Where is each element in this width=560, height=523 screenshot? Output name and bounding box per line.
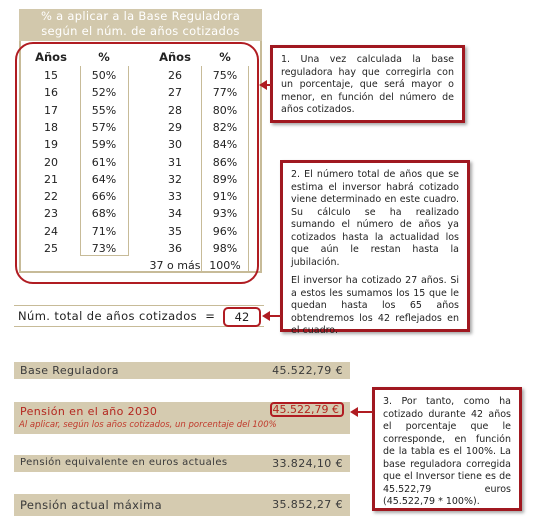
right-table-row-pct-cell: 98% bbox=[212, 242, 238, 255]
table-highlight-frame bbox=[15, 42, 259, 284]
right-table-row-years-cell: 27 bbox=[168, 86, 182, 100]
table-header bbox=[19, 9, 262, 41]
pension-maxima-label: Pensión actual máxima bbox=[20, 498, 163, 512]
left-table-row-years-cell: 16 bbox=[44, 86, 58, 100]
left-table-row-pct-cell: 73% bbox=[91, 242, 117, 255]
note-1-text: 1. Una vez calculada la base reguladora hay que corregirla con un porcentaje, que será mayor o menor, en función del número de años cotizados. bbox=[281, 54, 454, 115]
base-reguladora-bar bbox=[14, 362, 350, 379]
right-table-row-years-cell: 30 bbox=[168, 138, 182, 152]
note-2-text-b: El inversor ha cotizado 27 años. Si a estos les sumamos los 15 que le quedan hasta los 65 años obtendremos los 42 reflejados en el cuadro. bbox=[291, 275, 459, 336]
right-table-row-pct-cell: 86% bbox=[212, 155, 238, 169]
col-years-header-1: Años bbox=[35, 50, 67, 64]
right-table-row-pct-cell: 82% bbox=[212, 120, 238, 134]
base-reguladora-label: Base Reguladora bbox=[20, 364, 119, 377]
left-table-row-pct-cell: 64% bbox=[91, 172, 117, 186]
table-header-line2: según el núm. de años cotizados bbox=[41, 24, 240, 38]
pension-equivalente-label: Pensión equivalente en euros actuales bbox=[20, 457, 228, 468]
right-table-row-pct-cell: 96% bbox=[212, 224, 238, 238]
left-table-row-years-cell: 20 bbox=[44, 155, 58, 169]
right-table-row-years-cell: 35 bbox=[168, 224, 182, 238]
right-table-row-years-cell: 34 bbox=[168, 207, 182, 221]
right-table-row-years-cell: 26 bbox=[168, 69, 182, 82]
total-top-line bbox=[14, 305, 264, 306]
left-table-row-pct-cell: 55% bbox=[91, 103, 117, 117]
total-value: 42 bbox=[223, 307, 261, 327]
right-table-row-years-cell: 33 bbox=[168, 190, 182, 204]
note-2 bbox=[280, 160, 470, 336]
total-label: Núm. total de años cotizados = bbox=[18, 309, 216, 323]
note-1-arrow bbox=[265, 84, 271, 86]
pension-maxima-bar bbox=[14, 494, 350, 516]
note-2-arrow bbox=[268, 315, 281, 317]
right-table-row-years-cell: 28 bbox=[168, 103, 182, 117]
table-right-border bbox=[260, 41, 262, 272]
pension-2030-bar bbox=[14, 402, 350, 434]
col-pct-header-1: % bbox=[98, 50, 110, 64]
left-table-row-years-cell: 23 bbox=[44, 207, 58, 221]
right-table-row-years-cell: 36 bbox=[168, 242, 182, 255]
note-1 bbox=[270, 45, 465, 123]
right-table-row-pct-cell: 77% bbox=[212, 86, 238, 100]
left-table-row-years-cell: 22 bbox=[44, 190, 58, 204]
left-table-row-years-cell: 24 bbox=[44, 224, 58, 238]
right-table-row-pct-cell: 91% bbox=[212, 190, 238, 204]
left-table-row-years-cell: 21 bbox=[44, 172, 58, 186]
left-table-row-pct-cell: 68% bbox=[91, 207, 117, 221]
right-table-row-pct-cell: 84% bbox=[212, 138, 238, 152]
pension-2030-value: 45.522,79 € bbox=[270, 402, 344, 417]
right-table-row-pct-cell: 89% bbox=[212, 172, 238, 186]
left-table-row-pct-cell: 59% bbox=[91, 138, 117, 152]
left-table-row-pct-cell: 61% bbox=[91, 155, 117, 169]
right-table-row-pct-cell: 100% bbox=[209, 259, 241, 273]
left-table-row-years-cell: 19 bbox=[44, 138, 58, 152]
left-table-row-years-cell: 18 bbox=[44, 120, 58, 134]
pension-2030-note: Al aplicar, según los años cotizados, un porcentaje del 100% bbox=[19, 420, 277, 430]
note-3 bbox=[372, 387, 522, 511]
right-table-row-years-cell: 31 bbox=[168, 155, 182, 169]
note-3-text: 3. Por tanto, como ha cotizado durante 42 años el porcentaje que le corresponde, en función de la tabla es el 100%. La base reguladora corregida que el Inversor tiene es de 45.522,79 euros (45.522,79 * 100%). bbox=[383, 396, 511, 507]
col-pct-header-2: % bbox=[219, 50, 231, 64]
note-3-arrow bbox=[356, 411, 373, 413]
right-table-row-pct-cell: 93% bbox=[212, 207, 238, 221]
table-header-line1: % a aplicar a la Base Reguladora bbox=[40, 9, 241, 23]
pension-equivalente-value: 33.824,10 € bbox=[272, 457, 343, 470]
left-table-row-years-cell: 25 bbox=[44, 242, 58, 255]
right-table-row-pct-cell: 80% bbox=[212, 103, 238, 117]
base-reguladora-value: 45.522,79 € bbox=[272, 364, 343, 377]
left-table-row-pct-cell: 66% bbox=[91, 190, 117, 204]
pension-2030-label: Pensión en el año 2030 bbox=[20, 405, 158, 418]
pension-maxima-value: 35.852,27 € bbox=[272, 498, 343, 511]
note-2-text-a: 2. El número total de años que se estima el inversor habrá cotizado viene determinado en este cuadro. Su cálculo se ha realizado sumando el número de años ya cotizados hasta la actualidad los que aún le restan hasta la jubilación. bbox=[291, 169, 459, 268]
left-table-row-pct-cell: 52% bbox=[91, 86, 117, 100]
col-years-header-2: Años bbox=[159, 50, 191, 64]
left-table-row-pct-cell: 57% bbox=[91, 120, 117, 134]
right-table-row-years-cell: 37 o más bbox=[149, 259, 201, 273]
right-table-row-years-cell: 32 bbox=[168, 172, 182, 186]
left-table-row-pct-cell: 71% bbox=[91, 224, 117, 238]
left-table-row-pct-cell: 50% bbox=[91, 69, 117, 82]
right-table-row-pct-cell: 75% bbox=[212, 69, 238, 82]
right-table-row-years-cell: 29 bbox=[168, 120, 182, 134]
left-table-row-years-cell: 17 bbox=[44, 103, 58, 117]
pension-equivalente-bar bbox=[14, 455, 350, 472]
left-table-row-years-cell: 15 bbox=[44, 69, 58, 82]
